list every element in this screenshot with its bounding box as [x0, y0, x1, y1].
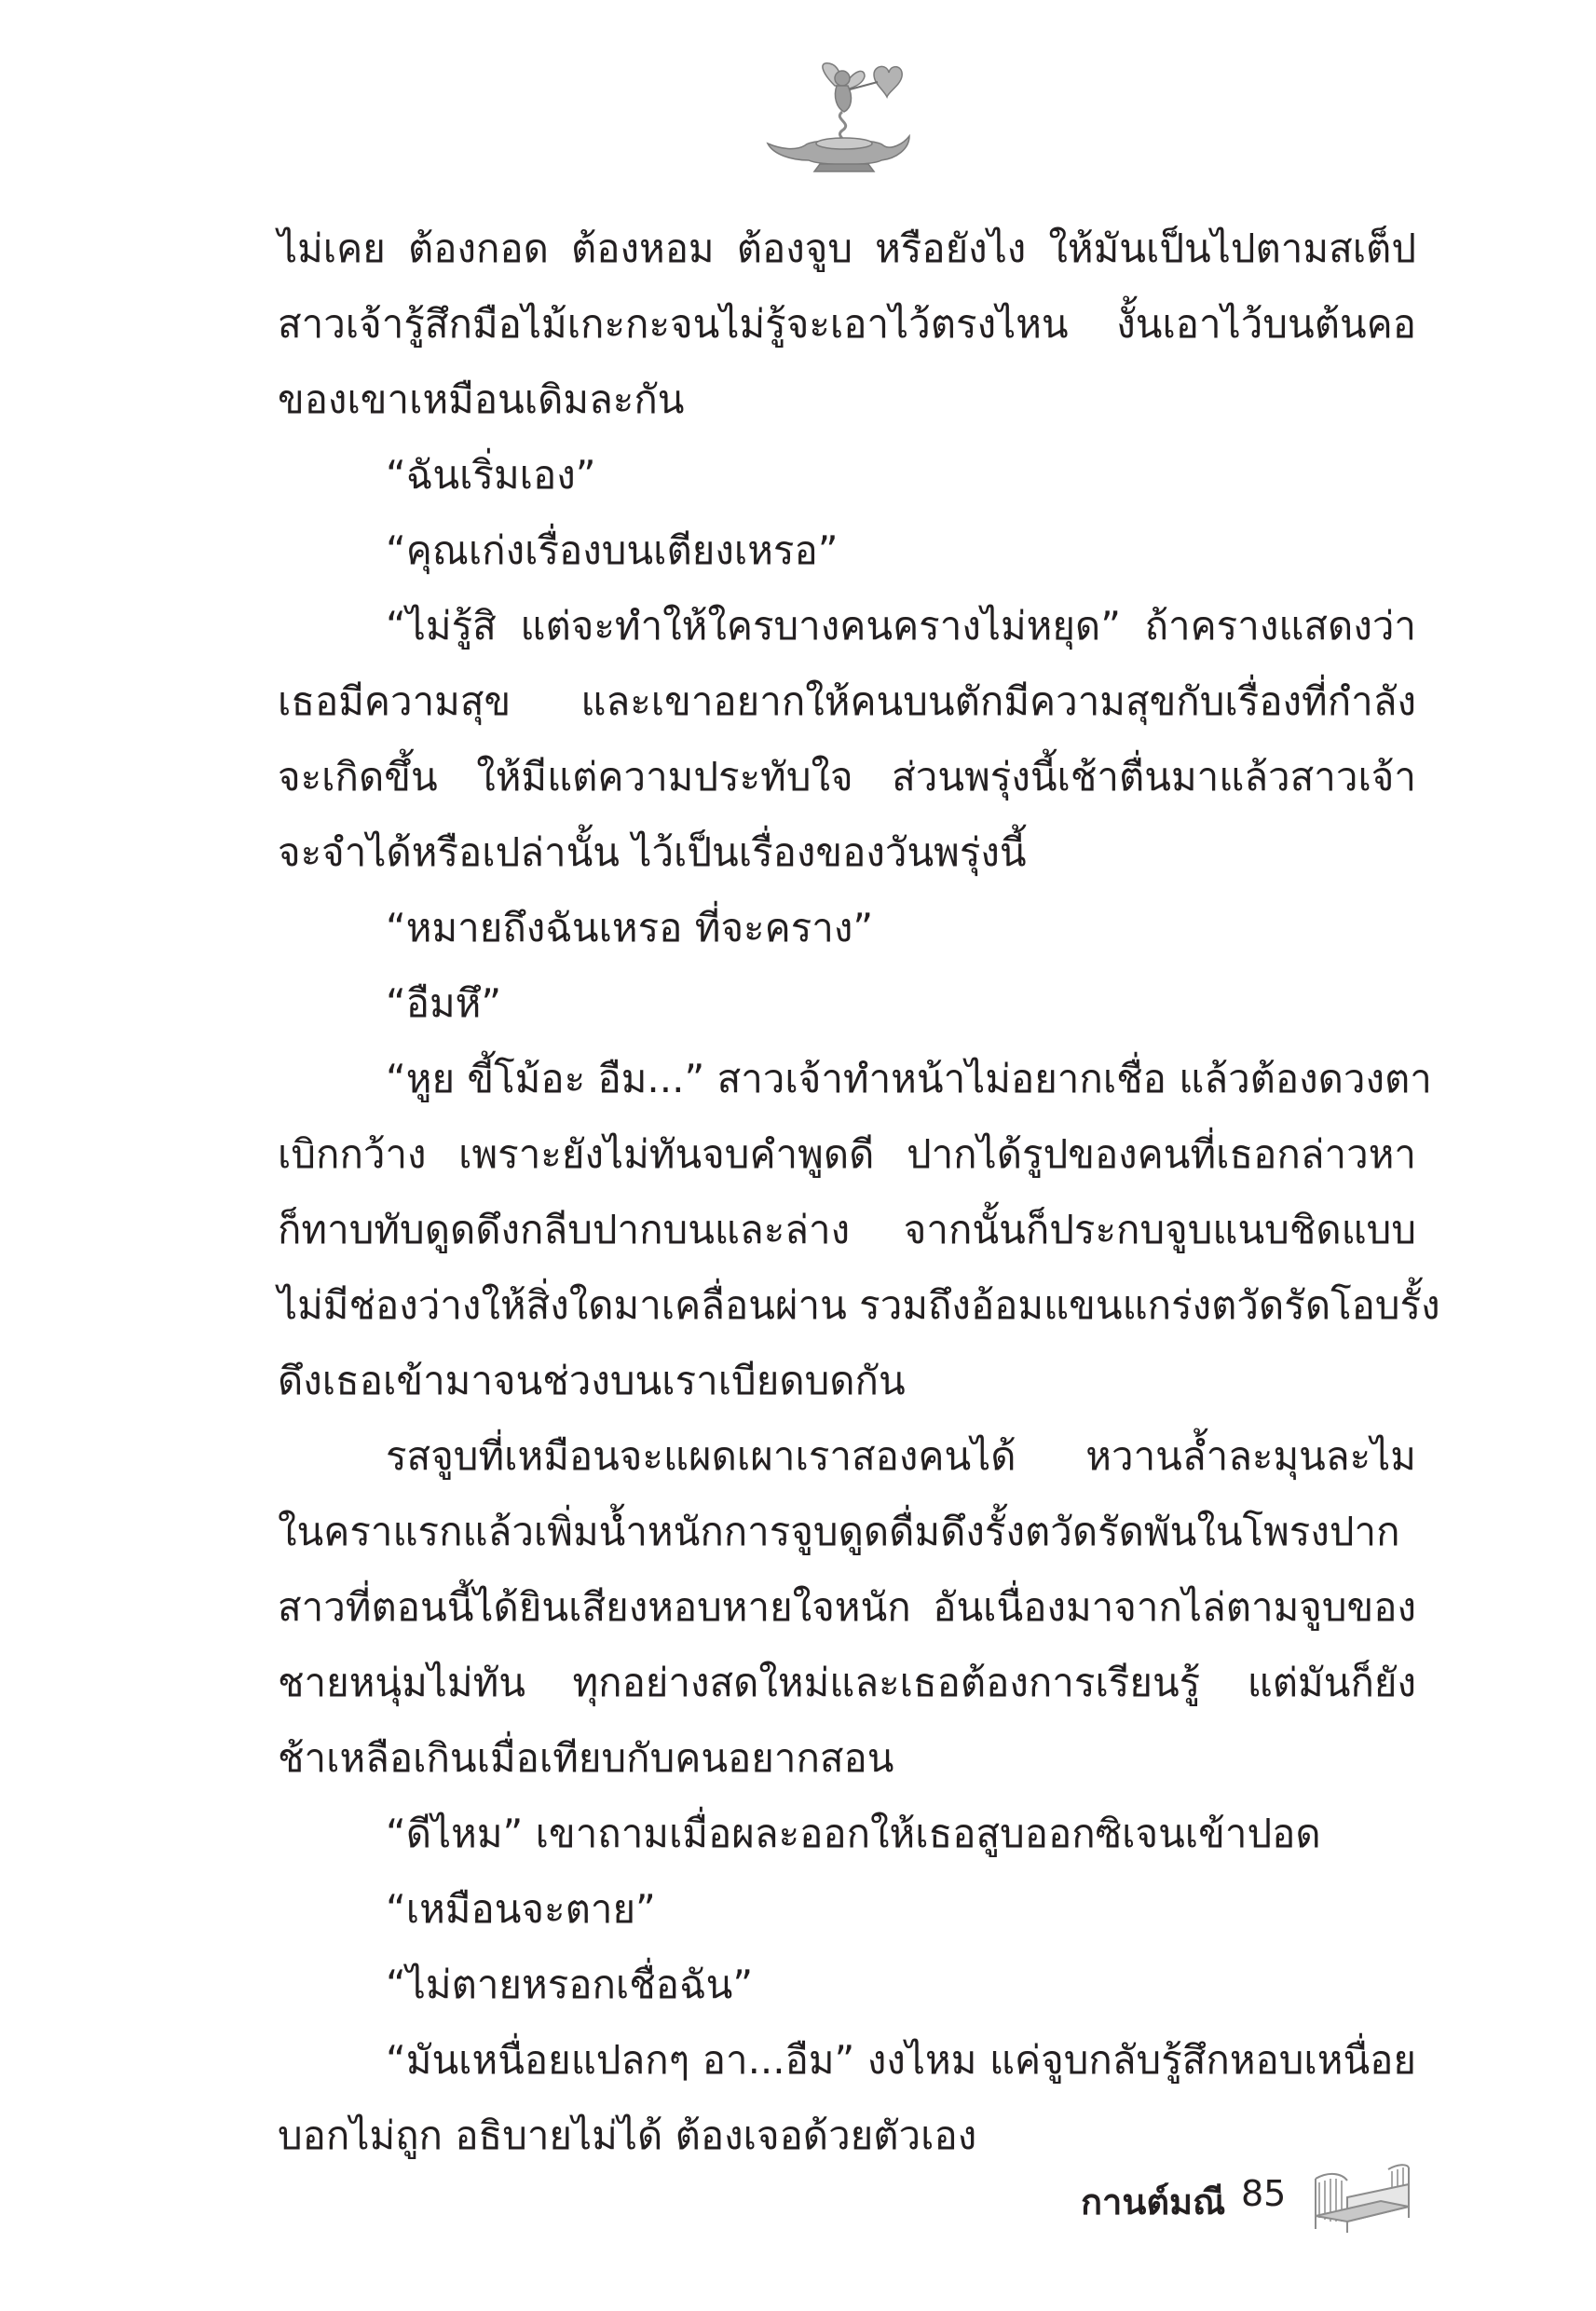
- page-number: 85: [1241, 2173, 1287, 2214]
- text-line: สาวเจ้ารู้สึกมือไม้เกะกะจนไม่รู้จะเอาไว้ตรงไหน งั้นเอาไว้บนต้นคอ: [278, 301, 1416, 347]
- text-line: ช้าเหลือเกินเมื่อเทียบกับคนอยากสอน: [278, 1735, 894, 1781]
- text-line: บอกไม่ถูก อธิบายไม่ได้ ต้องเจอด้วยตัวเอง: [278, 2113, 977, 2158]
- dialogue-line: [278, 437, 1416, 513]
- dialogue-line: [278, 1796, 1416, 1871]
- text-line: จะจำได้หรือเปล่านั้น ไว้เป็นเรื่องของวันพรุ่งนี้: [278, 829, 1027, 875]
- text-line: “เหมือนจะตาย”: [386, 1886, 656, 1932]
- paragraph: [278, 2022, 1416, 2173]
- text-line: “มันเหนื่อยแปลกๆ อา...อืม” งงไหม แค่จูบกลับรู้สึกหอบเหนื่อย: [386, 2037, 1416, 2083]
- text-line: ของเขาเหมือนเดิมละกัน: [278, 376, 685, 422]
- text-line: ดึงเธอเข้ามาจนช่วงบนเราเบียดบดกัน: [278, 1358, 906, 1403]
- page-footer: [1081, 2160, 1453, 2235]
- paragraph: [278, 211, 1416, 437]
- text-line: สาวที่ตอนนี้ได้ยินเสียงหอบหายใจหนัก อันเนื่องมาจากไล่ตามจูบของ: [278, 1584, 1416, 1630]
- text-line: ไม่เคย ต้องกอด ต้องหอม ต้องจูบ หรือยังไง ให้มันเป็นไปตามสเต็ป: [278, 226, 1416, 271]
- dialogue-line: [278, 890, 1416, 965]
- text-line: ชายหนุ่มไม่ทัน ทุกอย่างสดใหม่และเธอต้องการเรียนรู้ แต่มันก็ยัง: [278, 1660, 1416, 1705]
- text-line: รสจูบที่เหมือนจะแผดเผาเราสองคนได้ หวานล้ำละมุนละไม: [386, 1433, 1416, 1479]
- text-line: “ไม่รู้สิ แต่จะทำให้ใครบางคนครางไม่หยุด” ถ้าครางแสดงว่า: [386, 603, 1416, 649]
- body-text: [278, 211, 1440, 2173]
- paragraph: [278, 1041, 1440, 1418]
- text-line: ก็ทาบทับดูดดึงกลีบปากบนและล่าง จากนั้นก็ประกบจูบแนบชิดแบบ: [278, 1207, 1416, 1252]
- dialogue-line: [278, 513, 1416, 588]
- bed-icon: [1310, 2160, 1416, 2235]
- text-line: จะเกิดขึ้น ให้มีแต่ความประทับใจ ส่วนพรุ่งนี้เช้าตื่นมาแล้วสาวเจ้า: [278, 754, 1416, 800]
- text-line: ในคราแรกแล้วเพิ่มน้ำหนักการจูบดูดดื่มดึงรั้งตวัดรัดพันในโพรงปาก: [278, 1509, 1400, 1554]
- text-line: “คุณเก่งเรื่องบนเตียงเหรอ”: [386, 527, 839, 573]
- text-line: “ดีไหม” เขาถามเมื่อผละออกให้เธอสูบออกซิเจนเข้าปอด: [386, 1811, 1321, 1856]
- text-line: “ไม่ตายหรอกเชื่อฉัน”: [386, 1962, 754, 2007]
- text-line: เธอมีความสุข และเขาอยากให้คนบนตักมีความสุขกับเรื่องที่กำลัง: [278, 678, 1416, 724]
- genie-lamp-with-cupid-icon: [764, 54, 913, 173]
- paragraph: [278, 1418, 1416, 1796]
- dialogue-line: [278, 965, 1416, 1041]
- dialogue-line: [278, 1947, 1416, 2022]
- text-line: “อืมหึ”: [386, 980, 502, 1026]
- text-line: “หูย ขี้โม้อะ อืม...” สาวเจ้าทำหน้าไม่อยากเชื่อ แล้วต้องดวงตา: [386, 1056, 1432, 1101]
- text-line: เบิกกว้าง เพราะยังไม่ทันจบคำพูดดี ปากได้รูปของคนที่เธอกล่าวหา: [278, 1131, 1416, 1177]
- paragraph: [278, 588, 1416, 890]
- footer-author-name: กานต์มณี: [1081, 2181, 1226, 2222]
- text-line: ไม่มีช่องว่างให้สิ่งใดมาเคลื่อนผ่าน รวมถึงอ้อมแขนแกร่งตวัดรัดโอบรั้ง: [278, 1282, 1440, 1328]
- text-line: “หมายถึงฉันเหรอ ที่จะคราง”: [386, 905, 874, 950]
- dialogue-line: [278, 1871, 1416, 1947]
- text-line: “ฉันเริ่มเอง”: [386, 452, 596, 498]
